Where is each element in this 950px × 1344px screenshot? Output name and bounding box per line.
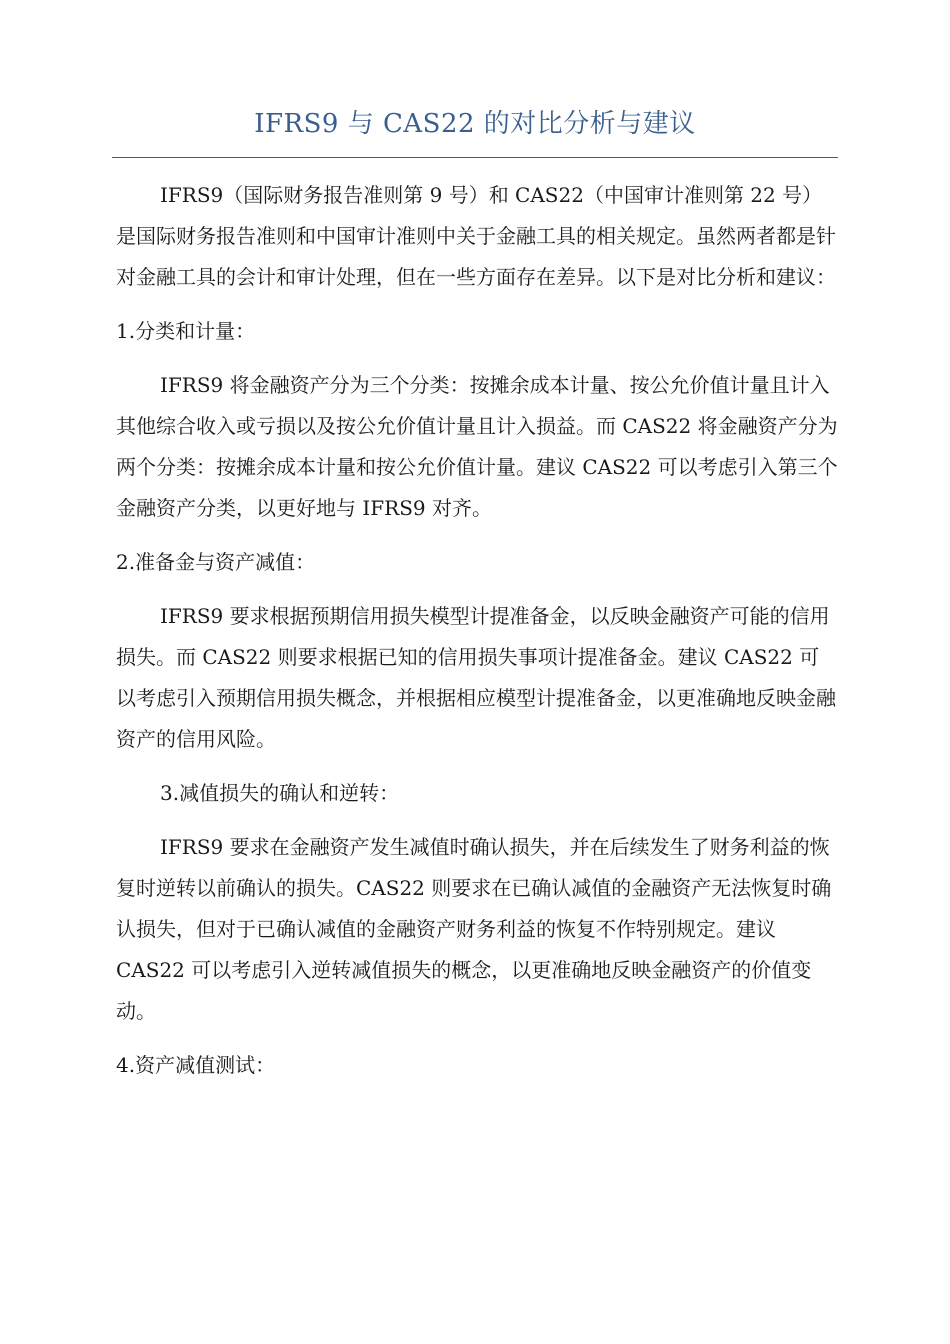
section-paragraph-1: IFRS9 将金融资产分为三个分类：按摊余成本计量、按公允价值计量且计入其他综合收入或亏损以及按公允价值计量且计入损益。而 CAS22 将金融资产分为两个分类：按摊余成本计量和按公允价值计量。建议 CAS22 可以考虑引入第三个金融资产分类，以更好地与 IFRS9 对齐。: [116, 373, 838, 520]
intro-paragraph: IFRS9（国际财务报告准则第 9 号）和 CAS22（中国审计准则第 22 号）是国际财务报告准则和中国审计准则中关于金融工具的相关规定。虽然两者都是针对金融工具的会计和审计处理，但在一些方面存在差异。以下是对比分析和建议：: [116, 183, 836, 289]
section-heading-2: 2.准备金与资产减值：: [116, 550, 316, 574]
title-divider: [112, 157, 838, 158]
section-heading-3: 3.减值损失的确认和逆转：: [160, 781, 400, 805]
section-heading-4: 4.资产减值测试：: [116, 1053, 276, 1077]
document-body: [116, 175, 838, 1099]
section-paragraph-3: IFRS9 要求在金融资产发生减值时确认损失，并在后续发生了财务利益的恢复时逆转以前确认的损失。CAS22 则要求在已确认减值的金融资产无法恢复时确认损失，但对于已确认减值的金融资产财务利益的恢复不作特别规定。建议 CAS22 可以考虑引入逆转减值损失的概念，以更准确地反映金融资产的价值变动。: [116, 835, 832, 1023]
section-paragraph-2: IFRS9 要求根据预期信用损失模型计提准备金，以反映金融资产可能的信用损失。而 CAS22 则要求根据已知的信用损失事项计提准备金。建议 CAS22 可以考虑引入预期信用损失概念，并根据相应模型计提准备金，以更准确地反映金融资产的信用风险。: [116, 604, 836, 751]
document-title: IFRS9 与 CAS22 的对比分析与建议: [254, 109, 696, 139]
section-heading-1: 1.分类和计量：: [116, 319, 256, 343]
